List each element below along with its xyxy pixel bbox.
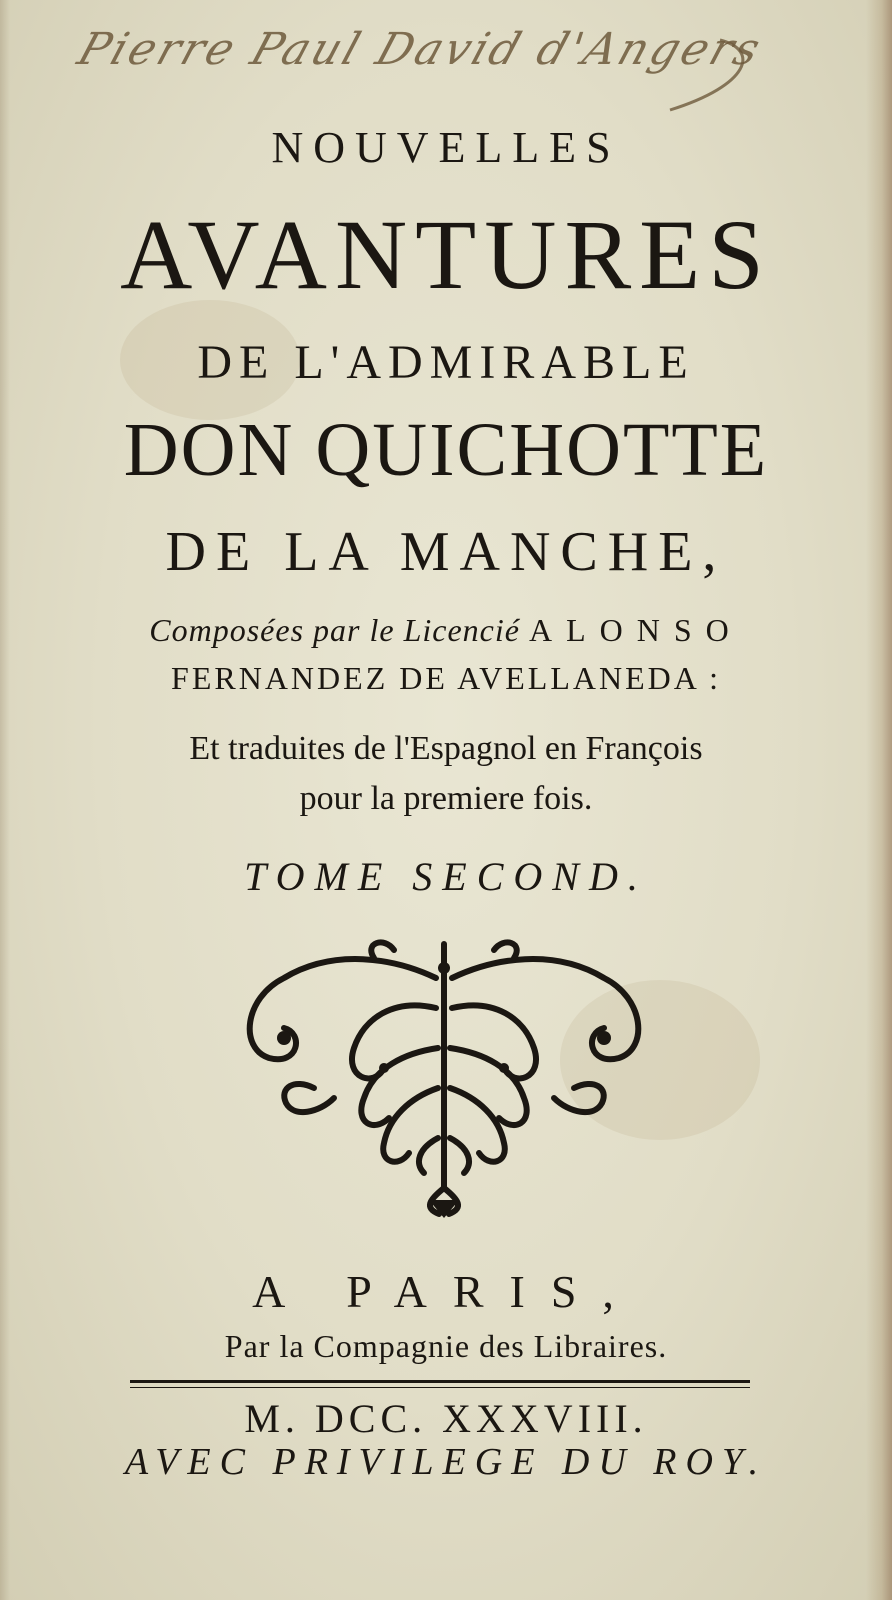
signature-text: Pierre Paul David d'Angers: [71, 24, 770, 75]
composees-text: Composées par le Licencié: [149, 612, 520, 648]
author-firstname: ALONSO: [528, 612, 743, 648]
floral-fleuron-icon: [224, 938, 664, 1218]
translation-line-1: Et traduites de l'Espagnol en François: [189, 730, 703, 767]
title-de-ladmirable: DE L'ADMIRABLE: [197, 336, 695, 389]
double-rule-bottom: [130, 1387, 750, 1388]
handwritten-signature: [70, 10, 790, 120]
title-nouvelles: NOUVELLES: [271, 123, 621, 172]
title-avantures: AVANTURES: [120, 199, 772, 310]
imprint-privilege: AVEC PRIVILEGE DU ROY.: [124, 1441, 768, 1483]
title-don-quichotte: DON QUICHOTTE: [123, 408, 769, 492]
author-line-1: [0, 612, 892, 649]
double-rule-top: [130, 1380, 750, 1383]
imprint-city: A PARIS,: [252, 1266, 640, 1317]
translation-line-2: pour la premiere fois.: [299, 780, 593, 817]
author-line-2: FERNANDEZ DE AVELLANEDA :: [171, 660, 721, 696]
imprint-publisher: Par la Compagnie des Libraires.: [224, 1328, 668, 1364]
title-de-la-manche: DE LA MANCHE,: [165, 521, 727, 583]
imprint-date: M. DCC. XXXVIII.: [244, 1396, 648, 1441]
volume-label: TOME SECOND.: [244, 854, 648, 899]
signature-flourish-icon: [70, 10, 790, 120]
